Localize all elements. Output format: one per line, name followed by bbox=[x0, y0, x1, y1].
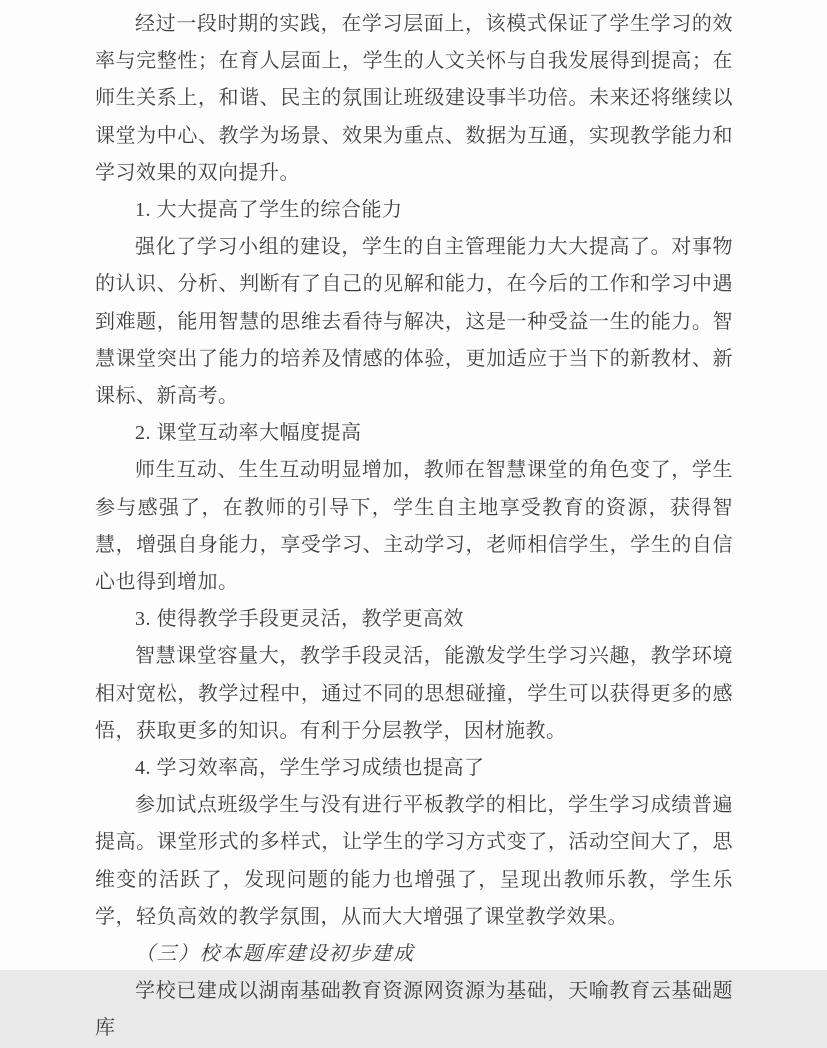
section-heading: （三）校本题库建设初步建成 bbox=[135, 943, 415, 966]
numbered-heading: 3. 使得教学手段更灵活，教学更高效 bbox=[135, 608, 464, 631]
paragraph: 参加试点班级学生与没有进行平板教学的相比，学生学习成绩普遍提高。课堂形式的多样式，让学生的学习方式变了，活动空间大了，思维变的活跃了，发现问题的能力也增强了，呈现出教师乐教，学生乐学，轻负高效的教学氛围，从而大大增强了课堂教学效果。 bbox=[95, 794, 733, 928]
paragraph: 智慧课堂容量大，教学手段灵活，能激发学生学习兴趣，教学环境相对宽松，教学过程中，通过不同的思想碰撞，学生可以获得更多的感悟，获取更多的知识。有利于分层教学，因材施教。 bbox=[95, 645, 733, 742]
numbered-heading: 2. 课堂互动率大幅度提高 bbox=[135, 422, 362, 445]
numbered-heading: 1. 大大提高了学生的综合能力 bbox=[135, 199, 403, 222]
paragraph: 经过一段时期的实践，在学习层面上，该模式保证了学生学习的效率与完整性；在育人层面上，学生的人文关怀与自我发展得到提高；在师生关系上，和谐、民主的氛围让班级建设事半功倍。未来还将继续以课堂为中心、教学为场景、效果为重点、数据为互通，实现教学能力和学习效果的双向提升。 bbox=[95, 13, 733, 184]
paragraph: 师生互动、生生互动明显增加，教师在智慧课堂的角色变了，学生参与感强了，在教师的引导下，学生自主地享受教育的资源，获得智慧，增强自身能力，享受学习、主动学习，老师相信学生，学生的自信心也得到增加。 bbox=[95, 459, 733, 594]
paragraph: 学校已建成以湖南基础教育资源网资源为基础，天喻教育云基础题库 bbox=[95, 980, 733, 1040]
numbered-heading: 4. 学习效率高，学生学习成绩也提高了 bbox=[135, 757, 485, 780]
paragraph: 强化了学习小组的建设，学生的自主管理能力大大提高了。对事物的认识、分析、判断有了自己的见解和能力，在今后的工作和学习中遇到难题，能用智慧的思维去看待与解决，这是一种受益一生的能力。智慧课堂突出了能力的培养及情感的体验，更加适应于当下的新教材、新课标、新高考。 bbox=[95, 236, 733, 408]
